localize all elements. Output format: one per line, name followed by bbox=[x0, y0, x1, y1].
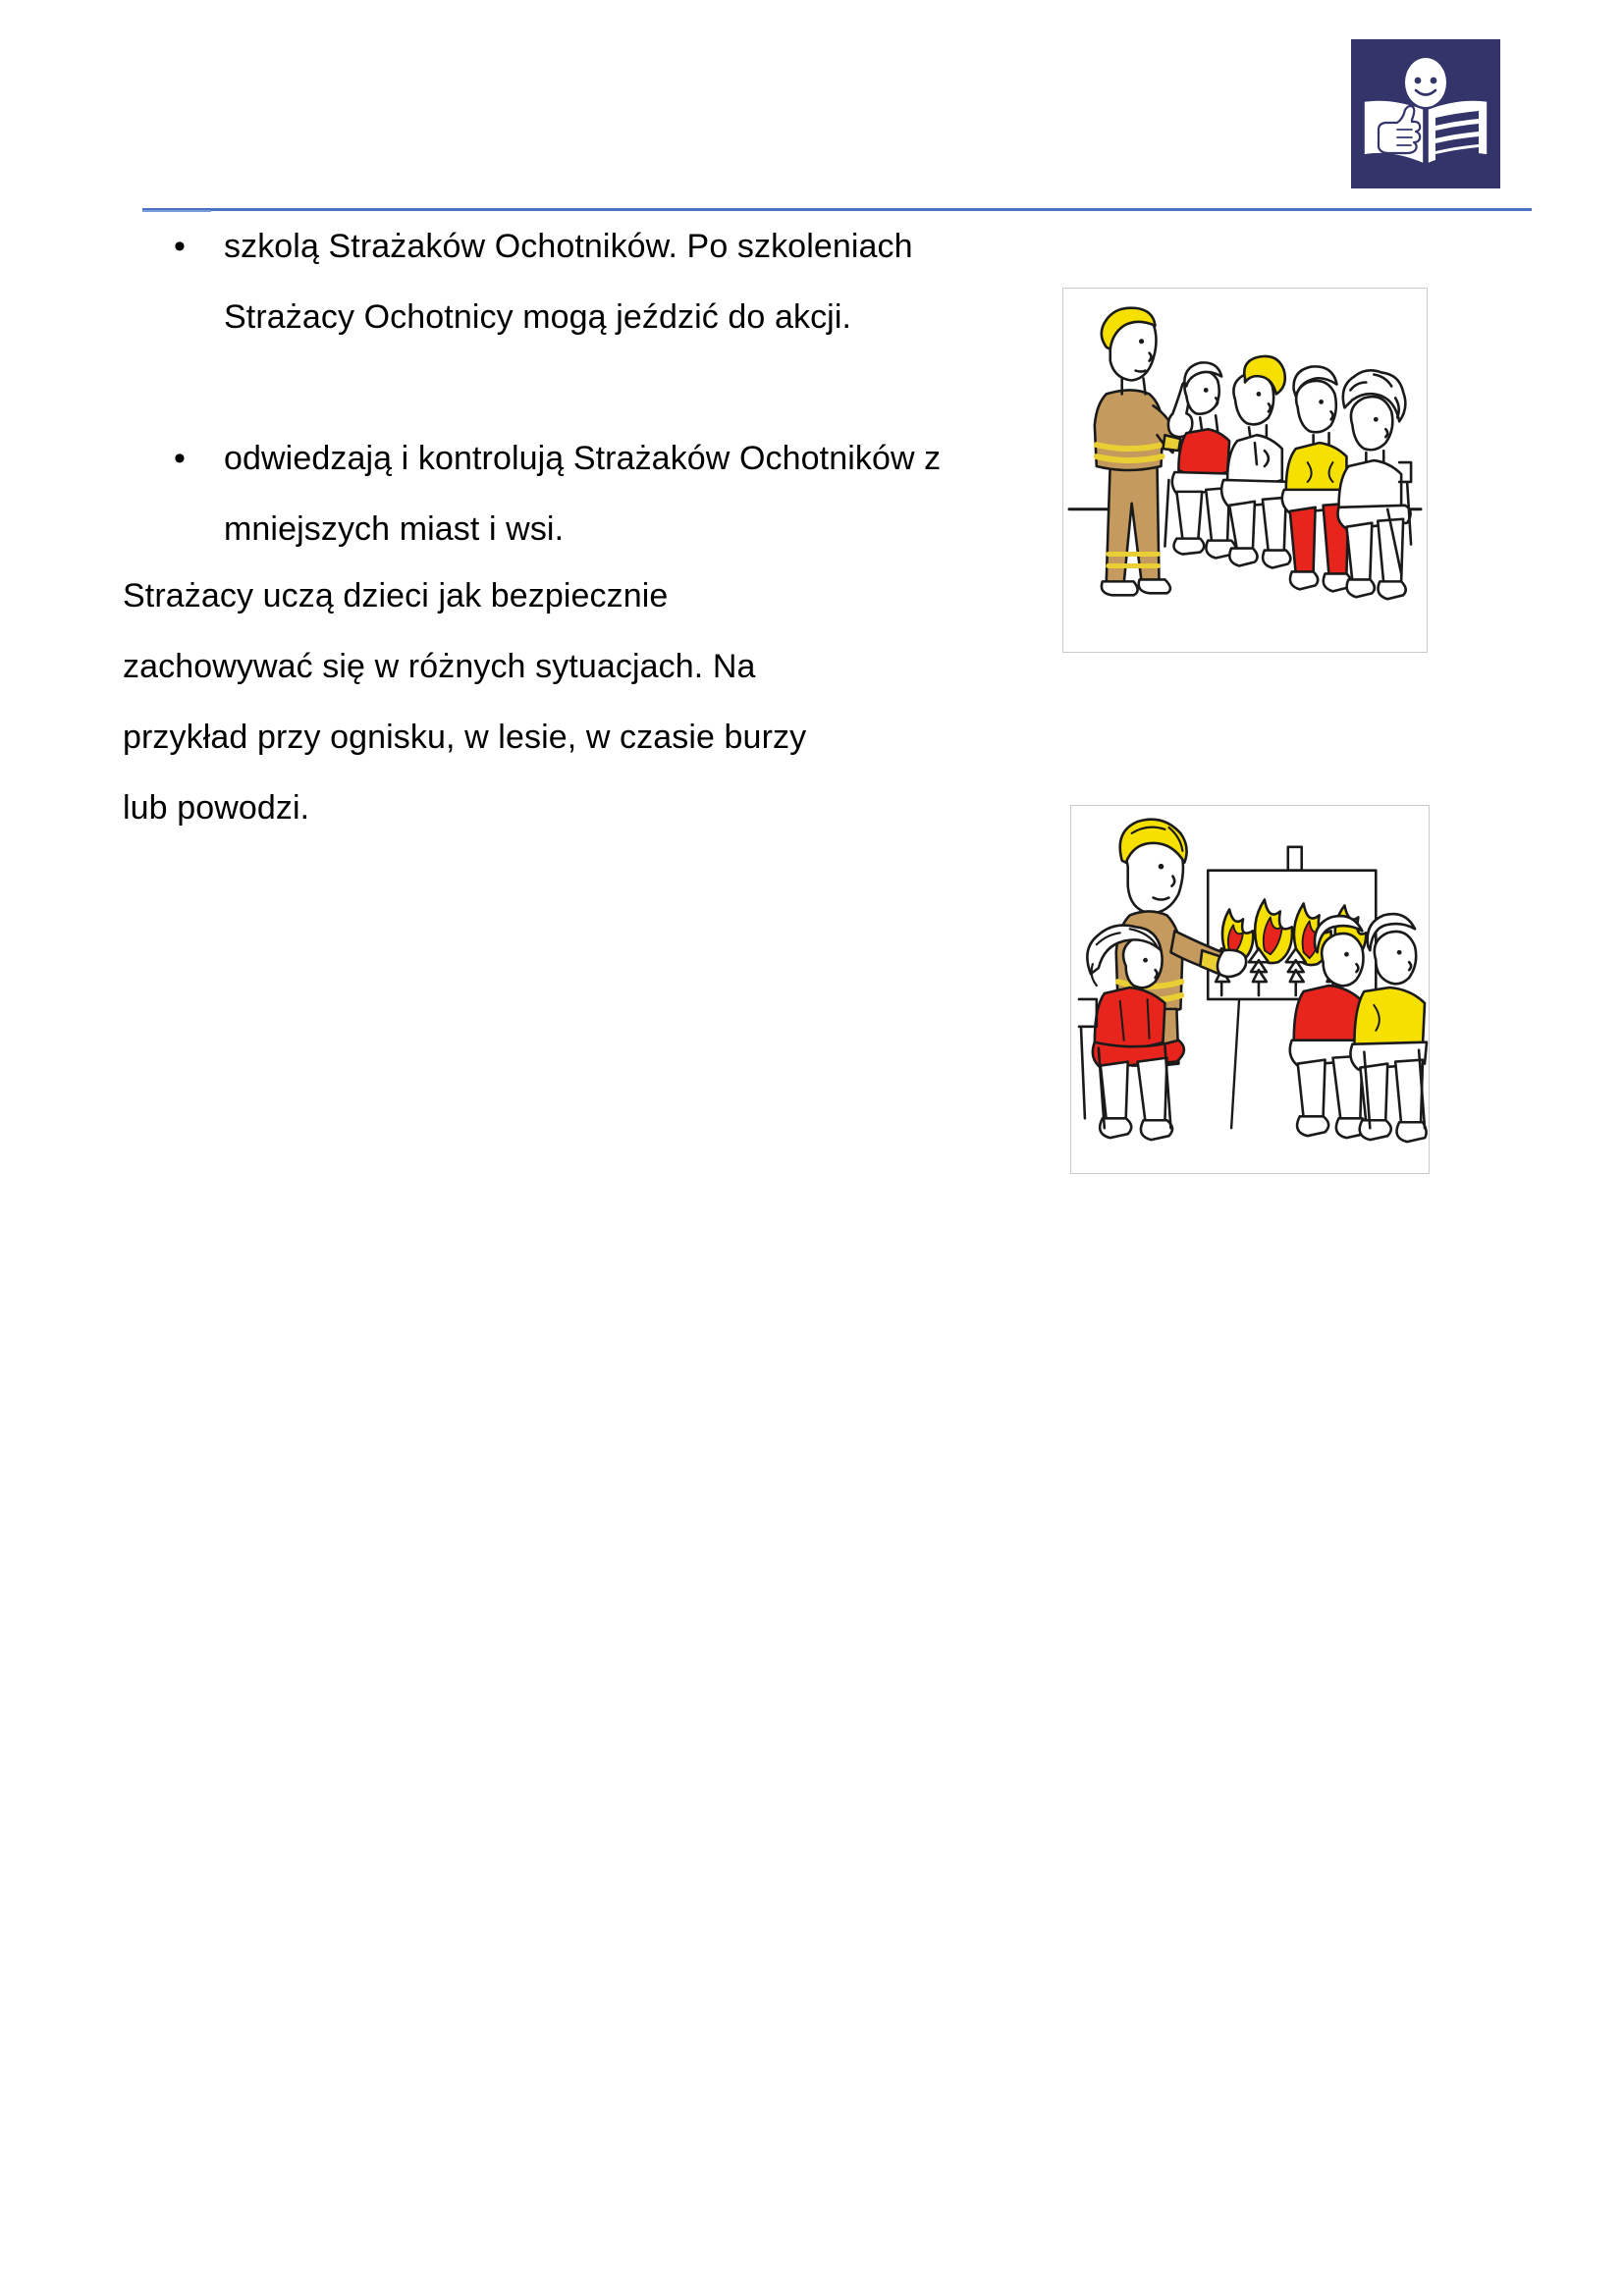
body-paragraph: Strażacy uczą dzieci jak bezpiecznie zachowywać się w różnych sytuacjach. Na przykład przy ognisku, w lesie, w czasie burzy lub powodzi. bbox=[123, 577, 807, 827]
list-item bbox=[123, 423, 1006, 564]
easy-to-read-logo bbox=[1351, 39, 1500, 188]
list-item-text: odwiedzają i kontrolują Strażaków Ochotników z mniejszych miast i wsi. bbox=[224, 440, 942, 548]
list-item-text: szkolą Strażaków Ochotników. Po szkoleniach Strażacy Ochotnicy mogą jeździć do akcji. bbox=[224, 228, 913, 336]
text-column bbox=[123, 211, 1006, 564]
forest-fire-lesson-illustration bbox=[1070, 805, 1430, 1174]
paragraph-block bbox=[123, 561, 869, 843]
bullet-icon: • bbox=[174, 440, 187, 477]
list-item bbox=[123, 211, 1006, 352]
training-session-illustration bbox=[1062, 288, 1428, 653]
page-header bbox=[0, 0, 1624, 211]
bullet-icon: • bbox=[174, 228, 187, 265]
bullet-list bbox=[123, 211, 1006, 564]
